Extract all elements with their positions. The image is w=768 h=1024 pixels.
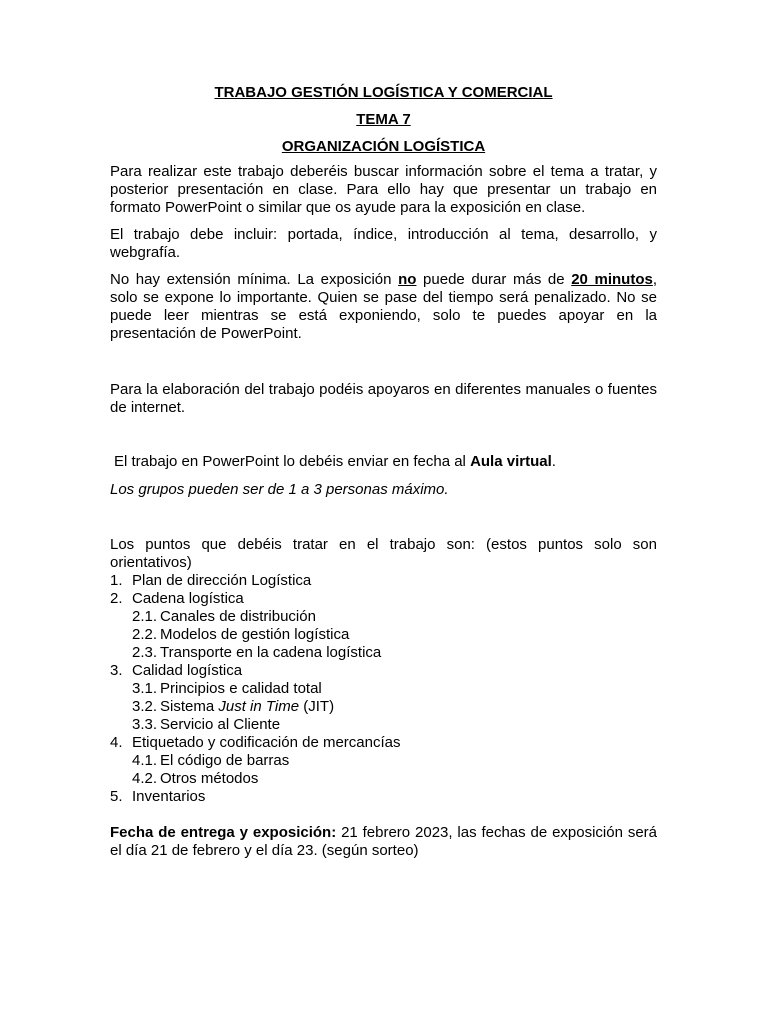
contents-paragraph: El trabajo debe incluir: portada, índice, introducción al tema, desarrollo, y webgrafía. bbox=[110, 226, 657, 261]
sub-list-item bbox=[110, 644, 657, 662]
sub-list-item bbox=[110, 680, 657, 698]
list-item bbox=[110, 734, 657, 752]
list-number: 3. bbox=[110, 662, 123, 679]
list-item bbox=[110, 572, 657, 590]
sub-list-label: Transporte en la cadena logística bbox=[160, 644, 382, 661]
document-body bbox=[110, 84, 657, 860]
resources-paragraph: Para la elaboración del trabajo podéis apoyaros en diferentes manuales o fuentes de internet. bbox=[110, 381, 657, 416]
submission-text-a: El trabajo en PowerPoint lo debéis enviar en fecha al bbox=[114, 453, 471, 470]
list-number: 1. bbox=[110, 572, 123, 589]
duration-minutes-emphasis: 20 minutos bbox=[571, 271, 653, 288]
sub-list-label-a: Sistema bbox=[160, 698, 219, 715]
list-item bbox=[110, 788, 657, 806]
sub-list-number: 4.1. bbox=[132, 752, 158, 769]
list-label: Etiquetado y codificación de mercancías bbox=[132, 734, 401, 751]
points-intro-paragraph: Los puntos que debéis tratar en el trabajo son: (estos puntos solo son orientativos) bbox=[110, 536, 657, 571]
points-list bbox=[110, 572, 657, 806]
sub-list-number: 2.2. bbox=[132, 626, 158, 643]
list-number: 2. bbox=[110, 590, 123, 607]
sub-list-label: El código de barras bbox=[160, 752, 290, 769]
submission-paragraph bbox=[110, 453, 657, 471]
sub-list-number: 3.2. bbox=[132, 698, 158, 715]
sub-list-number: 3.1. bbox=[132, 680, 158, 697]
duration-text-b: puede durar más de bbox=[416, 271, 572, 288]
sub-list-item bbox=[110, 770, 657, 788]
delivery-date-label: Fecha de entrega y exposición: bbox=[110, 824, 337, 841]
list-label: Calidad logística bbox=[132, 662, 243, 679]
list-number: 4. bbox=[110, 734, 123, 751]
list-label: Inventarios bbox=[132, 788, 206, 805]
document-title: TRABAJO GESTIÓN LOGÍSTICA Y COMERCIAL bbox=[214, 84, 553, 101]
section-subtitle: ORGANIZACIÓN LOGÍSTICA bbox=[281, 138, 486, 155]
sub-list-number: 2.3. bbox=[132, 644, 158, 661]
submission-text-b: . bbox=[551, 453, 556, 470]
tema-heading: TEMA 7 bbox=[356, 111, 411, 128]
sub-list-item bbox=[110, 716, 657, 734]
intro-paragraph: Para realizar este trabajo deberéis buscar información sobre el tema a tratar, y posterior presentación en clase. Para ello hay que presentar un trabajo en formato PowerPoint o similar que os ayude para la exposición en clase. bbox=[110, 163, 657, 216]
sub-list-item bbox=[110, 626, 657, 644]
list-label: Cadena logística bbox=[132, 590, 244, 607]
sub-list-label: Servicio al Cliente bbox=[160, 716, 281, 733]
sub-list-label: Canales de distribución bbox=[160, 608, 316, 625]
list-item bbox=[110, 662, 657, 680]
list-item bbox=[110, 590, 657, 608]
list-number: 5. bbox=[110, 788, 123, 805]
duration-paragraph bbox=[110, 271, 657, 343]
sub-list-label: Otros métodos bbox=[160, 770, 259, 787]
sub-list-number: 2.1. bbox=[132, 608, 158, 625]
delivery-date-text: 21 febrero 2023, las fechas de exposición será el día 21 de febrero y el día 23. (según sorteo) bbox=[110, 824, 657, 859]
groups-paragraph: Los grupos pueden ser de 1 a 3 personas máximo. bbox=[110, 481, 449, 498]
aula-virtual-emphasis: Aula virtual bbox=[470, 453, 552, 470]
sub-list-number: 3.3. bbox=[132, 716, 158, 733]
duration-no-emphasis: no bbox=[398, 271, 417, 288]
sub-list-number: 4.2. bbox=[132, 770, 158, 787]
sub-list-label-b: (JIT) bbox=[299, 698, 335, 715]
sub-list-item bbox=[110, 698, 657, 716]
sub-list-label-italic: Just in Time bbox=[218, 698, 300, 715]
sub-list-label: Principios e calidad total bbox=[160, 680, 322, 697]
sub-list-item bbox=[110, 608, 657, 626]
duration-text-c: , solo se expone lo importante. Quien se pase del tiempo será penalizado. No se puede leer mientras se está exponiendo, solo te puedes apoyar en la presentación de PowerPoint. bbox=[110, 271, 658, 342]
sub-list-item bbox=[110, 752, 657, 770]
sub-list-label: Modelos de gestión logística bbox=[160, 626, 350, 643]
delivery-date-paragraph bbox=[110, 824, 657, 860]
list-label: Plan de dirección Logística bbox=[132, 572, 312, 589]
duration-text-a: No hay extensión mínima. La exposición bbox=[110, 271, 399, 288]
